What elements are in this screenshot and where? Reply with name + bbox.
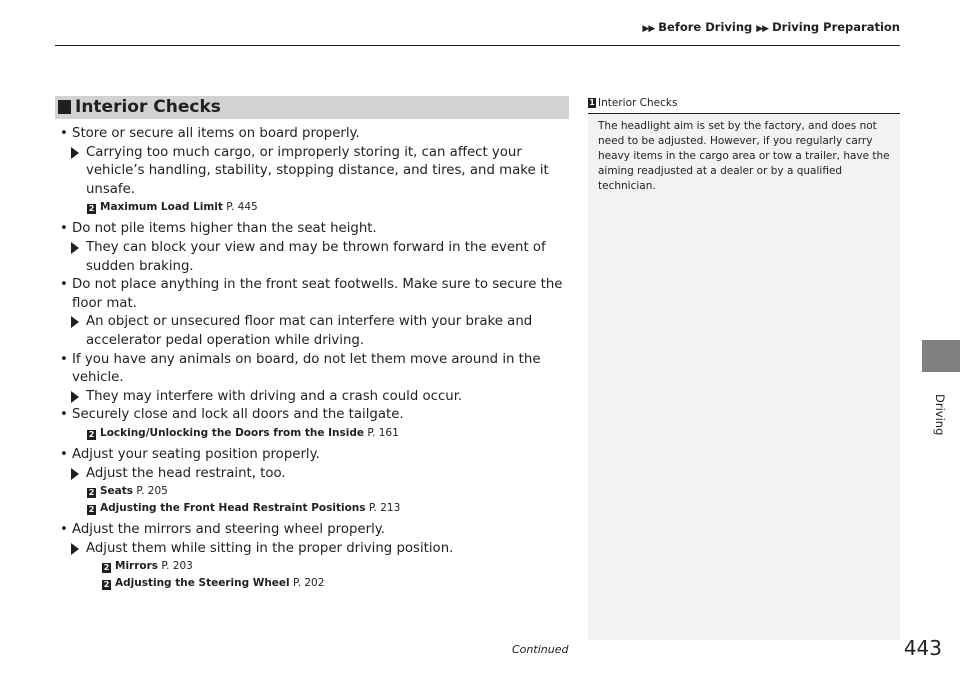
bullet-icon: • [60,522,68,538]
note [60,239,575,276]
triangle-right-icon [71,316,79,328]
bullet-icon: • [60,221,68,237]
reference-arrow-icon: 2 [88,488,95,498]
note [60,144,575,200]
page-reference-link[interactable] [60,500,575,517]
reference-arrow-icon: 2 [103,563,110,573]
reference-arrow-icon: 2 [88,505,95,515]
list-item [60,125,575,144]
section-header [55,96,569,119]
item-text: Securely close and lock all doors and the tailgate. [72,407,404,423]
note [60,313,575,350]
reference-page: P. 205 [136,485,168,498]
note-text: They may interfere with driving and a crash could occur. [86,388,463,404]
reference-arrow-icon: 2 [88,429,95,439]
breadcrumb-item-driving-preparation[interactable]: Driving Preparation [772,20,900,34]
page-reference-link[interactable] [60,558,575,575]
list-item [60,220,575,239]
list-item [60,446,575,465]
note-text: Adjust them while sitting in the proper driving position. [86,540,454,556]
chapter-tab[interactable] [922,340,960,372]
reference-title: Mirrors [115,560,159,573]
note-text: Carrying too much cargo, or improperly storing it, can affect your vehicle’s handling, stability, stopping distance, and tires, and make it unsafe. [86,144,549,197]
item-text: Store or secure all items on board properly. [72,126,360,141]
sidebar-title: Interior Checks [598,97,678,109]
square-icon [58,100,71,114]
double-triangle-right-icon: ▶▶ [756,24,769,34]
note [60,388,575,407]
sidebar-text: The headlight aim is set by the factory, and does not need to be adjusted. However, if you regularly carry heavy items in the cargo area or tow a trailer, have the aiming readjusted at a dealer or by a qualified technician. [598,120,890,192]
triangle-right-icon [71,468,79,480]
list-item [60,276,575,313]
page-reference-link[interactable] [60,575,575,592]
item-text: Do not pile items higher than the seat height. [72,221,377,237]
breadcrumb-item-before-driving[interactable]: Before Driving [658,20,753,34]
note [60,540,575,559]
bullet-icon: • [60,407,68,423]
reference-page: P. 161 [367,426,399,439]
note [60,465,575,484]
note-text: Adjust the head restraint, too. [86,465,286,481]
reference-title: Adjusting the Front Head Restraint Positions [100,502,366,515]
page-reference-link[interactable] [60,425,575,442]
triangle-right-icon [71,391,79,403]
triangle-right-icon [71,543,79,555]
triangle-right-icon [71,147,79,159]
bullet-icon: • [60,446,68,462]
reference-arrow-icon: 2 [103,580,110,590]
page-reference-link[interactable] [60,483,575,500]
double-triangle-right-icon: ▶▶ [642,24,655,34]
note-text: They can block your view and may be thrown forward in the event of sudden braking. [86,239,546,274]
reference-page: P. 203 [161,560,193,573]
item-text: Adjust the mirrors and steering wheel properly. [72,522,385,538]
reference-page: P. 202 [293,577,325,590]
item-text: Adjust your seating position properly. [72,446,320,462]
reference-title: Maximum Load Limit [100,201,223,214]
list-item [60,521,575,540]
chapter-label: Driving [933,394,947,436]
continued-label: Continued [512,643,569,656]
list-item [60,406,575,425]
sidebar-header [588,96,900,114]
bullet-icon: • [60,351,68,367]
reference-page: P. 445 [226,201,258,214]
page-number: 443 [903,636,942,660]
list-item [60,351,575,388]
note-text: An object or unsecured floor mat can interfere with your brake and accelerator pedal operation while driving. [86,314,533,348]
item-text: If you have any animals on board, do not let them move around in the vehicle. [72,351,541,386]
breadcrumb [642,20,900,34]
reference-title: Seats [100,485,134,498]
header-divider [55,45,900,46]
bullet-icon: • [60,277,68,293]
page-reference-link[interactable] [60,199,575,216]
reference-arrow-icon: 2 [88,204,95,214]
triangle-right-icon [71,242,79,254]
reference-title: Locking/Unlocking the Doors from the Inside [100,426,364,439]
item-text: Do not place anything in the front seat footwells. Make sure to secure the floor mat. [72,277,563,311]
bullet-icon: • [60,126,68,141]
section-title: Interior Checks [75,97,221,117]
main-content [60,125,575,592]
reference-marker-icon: 1 [589,98,595,107]
sidebar-note [588,96,900,640]
reference-page: P. 213 [368,502,401,515]
reference-title: Adjusting the Steering Wheel [115,577,290,590]
